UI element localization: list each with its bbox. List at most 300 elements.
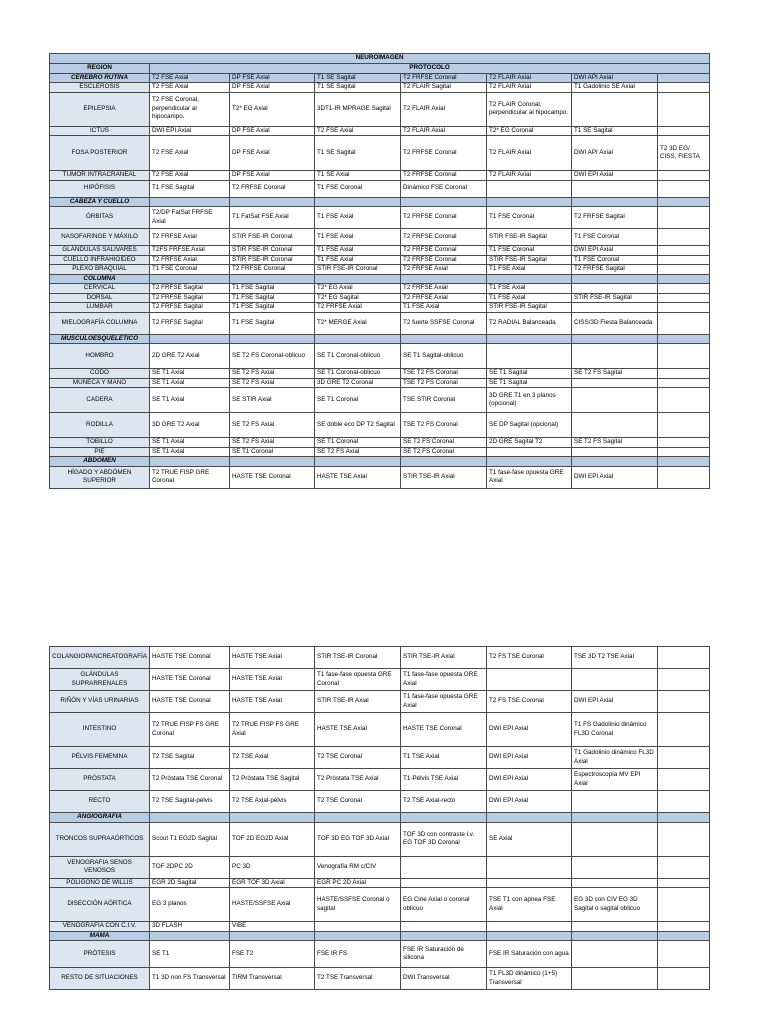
protocol-cell: DWI EPI Axial — [487, 747, 572, 769]
region-cell: HOMBRO — [50, 344, 150, 369]
table-row — [50, 922, 710, 932]
protocol-cell — [315, 922, 401, 932]
table-row — [50, 369, 710, 379]
protocol-cell: T2 TSE Axial-recto — [401, 791, 487, 813]
protocol-cell: EGR PC 2D Axial — [315, 878, 401, 888]
protocol-cell: T2 fuerte SSFSE Coronal — [401, 312, 487, 334]
table-row — [50, 466, 710, 488]
protocol-cell: T2/DP FatSat FRFSE Axial — [150, 207, 230, 229]
protocol-cell: T2 FRFSE Coronal — [401, 171, 487, 181]
protocol-cell: T2 FSE Axial — [150, 73, 230, 83]
table-row — [50, 388, 710, 413]
protocol-cell: T2 FRFSE Axial — [315, 303, 401, 313]
region-cell: VENOGRAFÍA CON C.I.V. — [50, 922, 150, 932]
protocol-cell: SE T2 FS Coronal — [401, 447, 487, 457]
protocol-cell — [487, 197, 572, 207]
table-row — [50, 207, 710, 229]
table-row — [50, 171, 710, 181]
protocol-cell: DWI EPI Axial — [572, 171, 658, 181]
protocol-cell: T2 TRUE FISP GRE Coronal — [150, 466, 230, 488]
protocol-cell — [487, 931, 572, 941]
protocol-cell: T1 FSE Coronal — [315, 180, 401, 197]
protocol-cell: SE T1 — [150, 941, 230, 968]
protocol-cell — [401, 856, 487, 878]
protocol-cell: T2 Próstata TSE Sagital — [230, 769, 315, 791]
protocol-cell — [401, 813, 487, 823]
protocol-cell: T1 FSE Axial — [487, 265, 572, 275]
protocol-cell: DP FSE Axial — [230, 126, 315, 136]
protocol-cell — [487, 344, 572, 369]
protocol-cell: EG Cine Axial o coronal oblicuo — [401, 888, 487, 922]
protocol-cell — [658, 647, 710, 669]
protocol-cell — [572, 922, 658, 932]
protocol-cell: SE T1 Sagital-oblicuo — [401, 344, 487, 369]
protocol-cell: T2 FLAIR Axial — [487, 171, 572, 181]
protocol-cell: CISS/3D Fiesta Balanceada — [572, 312, 658, 334]
table-row — [50, 647, 710, 669]
protocol-cell: STIR FSE-IR Sagital — [487, 255, 572, 265]
table-row — [50, 438, 710, 448]
protocol-cell — [401, 197, 487, 207]
protocol-cell: SE T2 FS Sagital — [572, 369, 658, 379]
protocol-cell — [315, 457, 401, 467]
section-row — [50, 813, 710, 823]
protocol-cell: HASTE/SSFSE Axial — [230, 888, 315, 922]
protocol-cell: HASTE/SSFSE Coronal o sagital — [315, 888, 401, 922]
protocol-table-top — [49, 53, 710, 489]
protocol-cell: T1 FSE Coronal — [150, 265, 230, 275]
protocol-cell: HASTE TSE Axial — [230, 647, 315, 669]
protocol-cell: T2 FRFSE Coronal — [401, 136, 487, 171]
protocol-cell: STIR TSE-IR Coronal — [315, 647, 401, 669]
section-label: MUSCULOESQUELÉTICO — [50, 334, 150, 344]
protocol-cell: T1 FSE Sagital — [230, 312, 315, 334]
region-cell: VENOGRAFIA SENOS VENOSOS — [50, 856, 150, 878]
protocol-cell: TOF 3D con contraste i.v. EG TOF 3D Coronal — [401, 822, 487, 856]
region-cell: MUÑECA Y MANO — [50, 378, 150, 388]
protocol-cell: DWI EPI Axial — [572, 691, 658, 713]
protocol-cell: T2 3D EG/ CISS, FIESTA — [658, 136, 710, 171]
protocol-cell: T1 fase-fase opuesta GRE Coronal — [315, 669, 401, 691]
section-label: MAMA — [50, 931, 150, 941]
protocol-cell: 3D GRE T2 Axial — [150, 413, 230, 438]
protocol-cell: T2 FLAIR Axial — [487, 73, 572, 83]
protocol-cell — [658, 274, 710, 284]
protocol-cell — [658, 466, 710, 488]
protocol-cell: T2FS FRFSE Axial — [150, 246, 230, 256]
region-cell: CERVICAL — [50, 284, 150, 294]
protocol-cell: T2 TSE Sagital-pélvis — [150, 791, 230, 813]
protocol-cell: SE T1 Coronal — [315, 388, 401, 413]
protocol-cell: TSE T2 FS Coronal — [401, 378, 487, 388]
table-row — [50, 92, 710, 126]
protocol-cell — [658, 388, 710, 413]
region-cell: DISECCIÓN AÓRTICA — [50, 888, 150, 922]
protocol-cell: T2* EG Axial — [230, 92, 315, 126]
protocol-cell: EGR TOF 3D Axial — [230, 878, 315, 888]
protocol-cell: DWI API Axial — [572, 73, 658, 83]
protocol-cell: TSE 3D T2 TSE Axial — [572, 647, 658, 669]
protocol-cell — [487, 669, 572, 691]
protocol-cell: T2 TRUE FISP FS GRE Coronal — [150, 713, 230, 747]
protocol-cell — [572, 669, 658, 691]
region-cell: FOSA POSTERIOR — [50, 136, 150, 171]
protocol-cell: T1 FSE Axial — [487, 284, 572, 294]
region-cell: HIPÓFISIS — [50, 180, 150, 197]
protocol-cell: T2 TSE Transversal — [315, 968, 401, 990]
protocol-cell: T2 FRFSE Axial — [150, 255, 230, 265]
protocol-cell: TIRM Transversal — [230, 968, 315, 990]
protocol-cell — [658, 968, 710, 990]
protocol-cell: EG 3 planos — [150, 888, 230, 922]
table-row — [50, 284, 710, 294]
protocol-cell: SE T1 Axial — [150, 378, 230, 388]
protocol-cell: SE doble eco DP T2 Sagital — [315, 413, 401, 438]
protocol-cell: Espectroscopía MV EPI Axial — [572, 769, 658, 791]
protocol-cell: T1 fase-fase opuesta GRE Axial — [401, 669, 487, 691]
protocol-cell: HASTE TSE Coronal — [230, 466, 315, 488]
protocol-cell: SE T1 Axial — [150, 369, 230, 379]
protocol-cell — [658, 92, 710, 126]
region-cell: POLÍGONO DE WILLIS — [50, 878, 150, 888]
protocol-cell: FSE T2 — [230, 941, 315, 968]
protocol-cell: T2 FLAIR Axial — [487, 136, 572, 171]
protocol-cell: T2 FRFSE Coronal — [401, 255, 487, 265]
protocol-cell: T2 FRFSE Axial — [401, 284, 487, 294]
protocol-cell — [658, 878, 710, 888]
section-row — [50, 334, 710, 344]
protocol-cell: T1-Pélvis TSE Axial — [401, 769, 487, 791]
protocol-cell — [658, 769, 710, 791]
protocol-cell — [658, 312, 710, 334]
protocol-cell — [658, 265, 710, 275]
table-row — [50, 669, 710, 691]
protocol-cell: DWI EPI Axial — [572, 246, 658, 256]
protocol-cell: T2 FRFSE Sagital — [150, 303, 230, 313]
protocol-cell — [572, 457, 658, 467]
region-cell: RIÑÓN Y VÍAS URINARIAS — [50, 691, 150, 713]
protocol-cell: T2 FRFSE Coronal — [401, 73, 487, 83]
protocol-cell: SE T2 FS Coronal — [401, 438, 487, 448]
table-row — [50, 265, 710, 275]
table-row — [50, 293, 710, 303]
table-row — [50, 691, 710, 713]
region-cell: CODO — [50, 369, 150, 379]
title-row — [50, 54, 710, 64]
section-label: CABEZA Y CUELLO — [50, 197, 150, 207]
table-row — [50, 713, 710, 747]
protocol-cell — [487, 922, 572, 932]
protocol-cell — [487, 274, 572, 284]
section-row — [50, 931, 710, 941]
protocol-cell: SE T2 FS Coronal-oblicuo — [230, 344, 315, 369]
protocol-cell: TSE T2 FS Coronal — [401, 413, 487, 438]
protocol-cell — [487, 813, 572, 823]
protocol-cell — [401, 931, 487, 941]
table-row — [50, 447, 710, 457]
protocol-cell — [315, 274, 401, 284]
protocol-cell: SE T1 Axial — [150, 447, 230, 457]
region-cell: PÉLVIS FEMENINA — [50, 747, 150, 769]
protocol-cell — [230, 197, 315, 207]
protocol-cell: SE T1 Coronal — [315, 438, 401, 448]
region-cell: RECTO — [50, 791, 150, 813]
protocol-cell — [401, 274, 487, 284]
protocol-cell: HASTE TSE Axial — [230, 669, 315, 691]
protocol-cell — [401, 878, 487, 888]
protocol-cell: T1 FL3D dinámico (1+5) Transversal — [487, 968, 572, 990]
protocol-cell: SE T2 FS Axial — [230, 438, 315, 448]
protocol-cell — [572, 197, 658, 207]
protocol-cell: SE STIR Axial — [230, 388, 315, 413]
protocol-cell — [487, 856, 572, 878]
table-row — [50, 303, 710, 313]
protocol-cell: 3D FLASH — [150, 922, 230, 932]
protocol-cell: T2 FSE Axial — [315, 126, 401, 136]
protocol-cell: 3D GRE T2 Coronal — [315, 378, 401, 388]
region-cell: PRÓSTATA — [50, 769, 150, 791]
protocol-cell — [487, 878, 572, 888]
table-row — [50, 747, 710, 769]
protocol-cell: HASTE TSE Axial — [315, 466, 401, 488]
protocol-cell: HASTE TSE Axial — [315, 713, 401, 747]
table-row — [50, 312, 710, 334]
region-cell: HÍGADO Y ABDÓMEN SUPERIOR — [50, 466, 150, 488]
table-row — [50, 126, 710, 136]
protocol-cell — [658, 856, 710, 878]
protocol-cell: SE T2 FS Axial — [315, 447, 401, 457]
protocol-cell — [658, 197, 710, 207]
protocol-cell — [572, 856, 658, 878]
protocol-cell — [658, 931, 710, 941]
protocol-cell — [658, 747, 710, 769]
protocol-cell: STIR FSE-IR Coronal — [230, 246, 315, 256]
protocol-cell — [315, 334, 401, 344]
region-cell: ÓRBITAS — [50, 207, 150, 229]
protocol-cell: T1 SE Sagital — [315, 83, 401, 93]
table-row — [50, 888, 710, 922]
protocol-cell — [658, 171, 710, 181]
protocol-cell: T2 FRFSE Axial — [150, 229, 230, 246]
protocol-cell — [487, 457, 572, 467]
protocol-cell: SE T1 Coronal-oblicuo — [315, 344, 401, 369]
protocol-cell: HASTE TSE Coronal — [401, 713, 487, 747]
protocol-cell — [572, 274, 658, 284]
protocol-cell: EGR 2D Sagital — [150, 878, 230, 888]
protocol-cell: T2 FRFSE Sagital — [150, 293, 230, 303]
protocol-table-bottom — [49, 646, 710, 990]
protocol-cell: 2D GRE Sagital T2 — [487, 438, 572, 448]
protocol-cell: Dinámico FSE Coronal — [401, 180, 487, 197]
protocol-cell: T2 Próstata TSE Axial — [315, 769, 401, 791]
protocol-cell: SE T1 Coronal-oblicuo — [315, 369, 401, 379]
protocol-cell — [658, 83, 710, 93]
protocol-cell — [658, 791, 710, 813]
protocol-cell — [230, 274, 315, 284]
protocol-cell: HASTE TSE Axial — [230, 691, 315, 713]
region-cell: TRONCOS SUPRAAÓRTICOS — [50, 822, 150, 856]
region-cell: LUMBAR — [50, 303, 150, 313]
protocol-cell — [150, 274, 230, 284]
region-cell: PRÓTESIS — [50, 941, 150, 968]
protocol-cell: DWI EPI Axial — [487, 713, 572, 747]
protocol-cell: DWI EPI Axial — [487, 769, 572, 791]
protocol-cell: DP FSE Axial — [230, 171, 315, 181]
protocol-cell: TOF 2D EG2D Axial — [230, 822, 315, 856]
protocol-cell: T1 SE Axial — [315, 171, 401, 181]
protocol-cell — [658, 293, 710, 303]
protocol-cell — [572, 388, 658, 413]
protocol-cell: T1 SE Sagital — [315, 73, 401, 83]
protocol-cell — [658, 941, 710, 968]
protocol-cell: TOF 3D EG TOF 3D Axial — [315, 822, 401, 856]
table-row — [50, 769, 710, 791]
protocol-cell: SE T1 Sagital — [487, 378, 572, 388]
protocol-cell: T2 FLAIR Axial — [401, 92, 487, 126]
protocol-cell — [487, 447, 572, 457]
region-cell: ICTUS — [50, 126, 150, 136]
protocol-cell — [658, 246, 710, 256]
region-cell: COLANGIOPANCREATOGRAFÍA — [50, 647, 150, 669]
protocol-cell: DWI API Axial — [572, 136, 658, 171]
protocol-cell — [572, 968, 658, 990]
protocol-cell: T2 FRFSE Coronal — [230, 265, 315, 275]
protocol-cell: T1 FSE Axial — [315, 246, 401, 256]
protocol-cell: T1 FSE Axial — [315, 207, 401, 229]
protocol-cell — [658, 922, 710, 932]
protocol-header: PROTOCOLO — [150, 64, 710, 74]
protocol-cell: T2 FSE Axial — [150, 136, 230, 171]
protocol-cell: SE T1 Coronal — [230, 447, 315, 457]
section-row — [50, 73, 710, 83]
protocol-cell — [572, 941, 658, 968]
protocol-cell: TOF 2DPC 2D — [150, 856, 230, 878]
protocol-cell — [150, 813, 230, 823]
protocol-cell: T1 FSE Coronal — [572, 229, 658, 246]
protocol-cell: T2 TSE Coronal — [315, 791, 401, 813]
protocol-cell — [150, 197, 230, 207]
region-cell: MIELOGRAFÍA COLUMNA — [50, 312, 150, 334]
protocol-cell — [230, 813, 315, 823]
header-row — [50, 64, 710, 74]
protocol-cell: STIR FSE-IR Sagital — [572, 293, 658, 303]
protocol-cell: EG 3D con CIV EG 3D Sagital o sagital oblicuo — [572, 888, 658, 922]
region-cell: CUELLO INFRAHIOIDEO — [50, 255, 150, 265]
table-row — [50, 941, 710, 968]
protocol-cell: HASTE TSE Coronal — [150, 669, 230, 691]
protocol-cell: T2 FRFSE Sagital — [572, 265, 658, 275]
protocol-cell: TSE T2 FS Coronal — [401, 369, 487, 379]
table-row — [50, 413, 710, 438]
table-row — [50, 822, 710, 856]
protocol-cell: T2 FSE Coronal, perpendicular al hipocampo. — [150, 92, 230, 126]
protocol-cell: T1 fase-fase opuesta GRE Axial — [401, 691, 487, 713]
protocol-cell — [315, 197, 401, 207]
protocol-cell: T2 FS TSE Coronal — [487, 647, 572, 669]
protocol-cell: VIBE — [230, 922, 315, 932]
protocol-cell: DP FSE Axial — [230, 83, 315, 93]
protocol-cell — [658, 334, 710, 344]
protocol-cell — [572, 344, 658, 369]
protocol-cell: T1 FSE Sagital — [230, 293, 315, 303]
protocol-cell — [572, 284, 658, 294]
region-header: REGIÓN — [50, 64, 150, 74]
region-cell: TOBILLO — [50, 438, 150, 448]
protocol-cell: TSE STIR Coronal — [401, 388, 487, 413]
protocol-cell: Venografía RM c/CIV — [315, 856, 401, 878]
protocol-cell: T1 FSE Coronal — [572, 255, 658, 265]
protocol-cell — [150, 334, 230, 344]
table-row — [50, 791, 710, 813]
protocol-cell: 3DT1-IR MPRAGE Sagital — [315, 92, 401, 126]
protocol-cell — [572, 813, 658, 823]
protocol-cell — [572, 791, 658, 813]
protocol-cell: T1 3D non FS Transversal — [150, 968, 230, 990]
region-cell: NASOFARINGE Y MÁXILO — [50, 229, 150, 246]
protocol-cell — [658, 378, 710, 388]
protocol-cell: SE Axial — [487, 822, 572, 856]
protocol-cell — [658, 344, 710, 369]
protocol-cell — [572, 878, 658, 888]
protocol-cell: T2* EG Axial — [315, 284, 401, 294]
section-row — [50, 457, 710, 467]
protocol-cell: T1 FSE Axial — [315, 255, 401, 265]
protocol-cell: T2 TSE Axial-pélvis — [230, 791, 315, 813]
protocol-cell: SE DP Sagital (opcional) — [487, 413, 572, 438]
region-cell: PIE — [50, 447, 150, 457]
protocol-cell: T2 FLAIR Axial — [401, 126, 487, 136]
protocol-cell — [658, 180, 710, 197]
protocol-cell: 2D GRE T2 Axial — [150, 344, 230, 369]
protocol-cell — [572, 822, 658, 856]
protocol-cell: T2 TSE Axial — [230, 747, 315, 769]
protocol-cell: T1 FSE Sagital — [230, 284, 315, 294]
protocol-cell: STIR FSE-IR Sagital — [487, 303, 572, 313]
table-row — [50, 83, 710, 93]
protocol-cell: T2 FRFSE Sagital — [150, 284, 230, 294]
protocol-cell: T2 FLAIR Axial — [487, 83, 572, 93]
protocol-cell: DWI EPI Axial — [572, 466, 658, 488]
section-label: ANGIOGRAFÍA — [50, 813, 150, 823]
protocol-cell — [315, 931, 401, 941]
table-row — [50, 968, 710, 990]
region-cell: PLEXO BRAQUIAL — [50, 265, 150, 275]
protocol-cell — [658, 73, 710, 83]
protocol-cell: T2 FLAIR Coronal, perpendicular al hipocampo. — [487, 92, 572, 126]
protocol-cell: DWI Transversal — [401, 968, 487, 990]
protocol-cell — [572, 447, 658, 457]
protocol-cell: T2 FRFSE Coronal — [230, 180, 315, 197]
section-label: CEREBRO RUTINA — [50, 73, 150, 83]
protocol-cell: T2 FSE Axial — [150, 171, 230, 181]
protocol-cell: SE T2 FS Axial — [230, 378, 315, 388]
protocol-cell: HASTE TSE Coronal — [150, 691, 230, 713]
protocol-cell: Scout T1 EG2D Sagital — [150, 822, 230, 856]
protocol-cell — [658, 207, 710, 229]
protocol-cell: T1 FSE Sagital — [230, 303, 315, 313]
protocol-cell: T1 FSE Axial — [487, 293, 572, 303]
protocol-cell: SE T2 FS Sagital — [572, 438, 658, 448]
protocol-cell — [658, 813, 710, 823]
protocol-cell: 3D GRE T1 en 3 planos (opcional) — [487, 388, 572, 413]
protocol-cell — [572, 931, 658, 941]
protocol-cell: STIR FSE-IR Coronal — [230, 255, 315, 265]
protocol-cell: T1 FSE Coronal — [487, 246, 572, 256]
protocol-cell: T2 FRFSE Coronal — [401, 246, 487, 256]
protocol-cell: SE T2 FS Axial — [230, 369, 315, 379]
region-cell: GLÁNDULAS SUPRARRENALES — [50, 669, 150, 691]
protocol-cell: FSE IR FS — [315, 941, 401, 968]
